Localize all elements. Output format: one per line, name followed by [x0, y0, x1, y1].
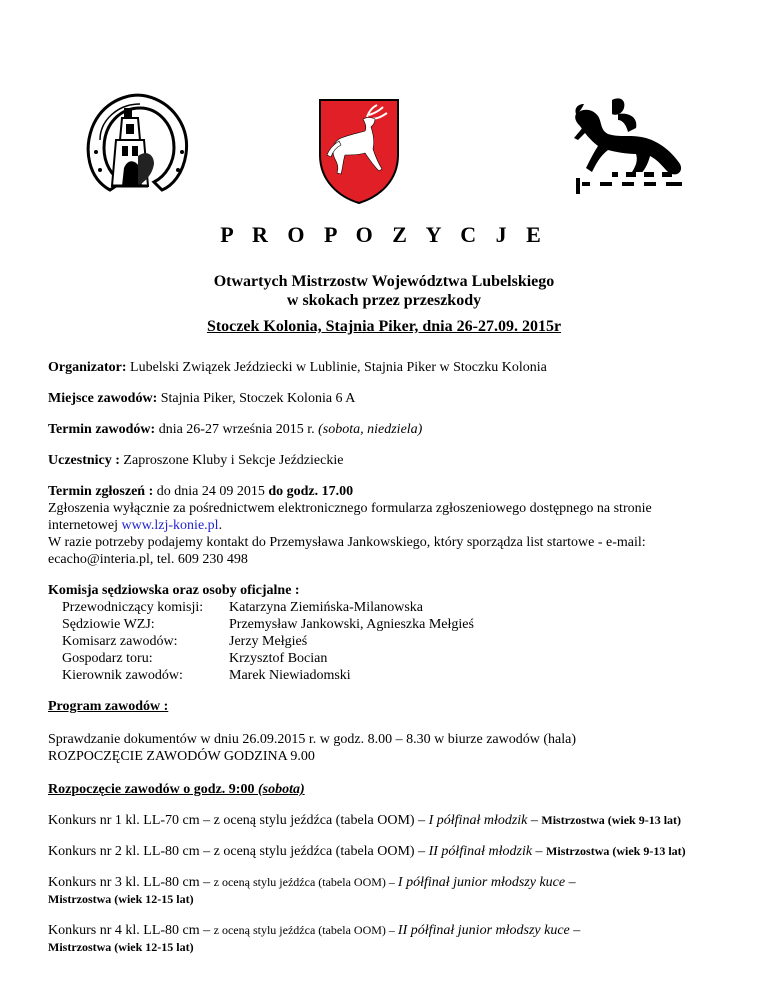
- competition-item: [48, 843, 720, 860]
- competition-champ: Mistrzostwa (wiek 12-15 lat): [48, 892, 194, 906]
- participants-line: [48, 452, 720, 469]
- organizer-value: Lubelski Związek Jeździecki w Lublinie, Stajnia Piker w Stoczku Kolonia: [126, 360, 547, 375]
- competition-style: z oceną stylu jeźdźca (tabela OOM) –: [213, 875, 398, 889]
- registration-value: do dnia 24 09 2015: [153, 484, 269, 499]
- dates-label: Termin zawodów:: [48, 422, 156, 437]
- official-name: Jerzy Mełgieś: [229, 634, 308, 649]
- officials-heading: Komisja sędziowska oraz osoby oficjalne :: [48, 583, 300, 598]
- organizer-label: Organizator:: [48, 360, 127, 375]
- start-label: Rozpoczęcie zawodów o godz. 9:00: [48, 782, 258, 797]
- start-heading: [48, 781, 720, 798]
- registration-line: [48, 483, 720, 500]
- event-place-date: Stoczek Kolonia, Stajnia Piker, dnia 26-27.09. 2015r: [206, 318, 562, 335]
- competition-sep: –: [565, 875, 576, 890]
- venue-label: Miejsce zawodów:: [48, 391, 158, 406]
- competition-item: [48, 922, 720, 956]
- registration-label: Termin zgłoszeń :: [48, 484, 154, 499]
- competition-sep: –: [527, 813, 542, 828]
- show-jumping-horse-logo: [572, 94, 688, 194]
- venue-line: [48, 390, 720, 407]
- registration-info: [48, 500, 720, 534]
- program-heading: [48, 698, 720, 715]
- event-name-line2: w skokach przez przeszkody: [286, 292, 482, 309]
- horseshoe-tower-logo: [82, 90, 194, 198]
- competition-item: [48, 812, 720, 829]
- competition-style: z oceną stylu jeźdźca (tabela OOM) –: [213, 923, 398, 937]
- registration-deadline: do godz. 17.00: [268, 484, 354, 499]
- competition-champ: Mistrzostwa (wiek 9-13 lat): [541, 813, 682, 827]
- official-role: Przewodniczący komisji:: [62, 600, 204, 615]
- program-documents-check: Sprawdzanie dokumentów w dniu 26.09.2015 r. w godz. 8.00 – 8.30 w biurze zawodów (hala): [48, 732, 577, 747]
- competition-final: II półfinał junior młodszy kuce: [397, 923, 570, 938]
- registration-info-end: .: [218, 518, 223, 533]
- competition-final: I półfinał młodzik: [428, 813, 528, 828]
- participants-label: Uczestnicy :: [48, 453, 120, 468]
- competition-main: Konkurs nr 3 kl. LL-80 cm –: [48, 875, 214, 890]
- official-name: Marek Niewiadomski: [229, 668, 351, 683]
- dates-value: dnia 26-27 września 2015 r.: [155, 422, 319, 437]
- competition-champ: Mistrzostwa (wiek 9-13 lat): [546, 844, 686, 858]
- participants-value: Zaproszone Kluby i Sekcje Jeździeckie: [119, 453, 344, 468]
- officials-row: [62, 650, 474, 667]
- lzj-website-link[interactable]: www.lzj-konie.pl: [121, 518, 219, 533]
- competition-final: I półfinał junior młodszy kuce: [397, 875, 566, 890]
- competition-item: [48, 874, 720, 908]
- officials-row: [62, 633, 474, 650]
- organizer-line: [48, 359, 720, 376]
- program-start-time: ROZPOCZĘCIE ZAWODÓW GODZINA 9.00: [48, 749, 315, 764]
- venue-value: Stajnia Piker, Stoczek Kolonia 6 A: [157, 391, 356, 406]
- competition-main: Konkurs nr 1 kl. LL-70 cm – z oceną stylu jeźdźca (tabela OOM) –: [48, 813, 429, 828]
- competition-main: Konkurs nr 4 kl. LL-80 cm –: [48, 923, 214, 938]
- competition-sep: –: [569, 923, 581, 938]
- official-name: Przemysław Jankowski, Agnieszka Mełgieś: [229, 617, 474, 632]
- registration-contact: W razie potrzeby podajemy kontakt do Przemysława Jankowskiego, który sporządza list startowe - e-mail: ecacho@interia.pl, tel. 609 230 498: [48, 535, 646, 567]
- officials-table: [62, 599, 474, 684]
- official-name: Katarzyna Ziemińska-Milanowska: [229, 600, 423, 615]
- officials-row: [62, 599, 474, 616]
- competition-sep: –: [532, 844, 547, 859]
- official-name: Krzysztof Bocian: [229, 651, 328, 666]
- document-title: P R O P O Z Y C J E: [220, 222, 548, 247]
- dates-line: [48, 421, 720, 438]
- event-name: [0, 272, 768, 310]
- official-role: Sędziowie WZJ:: [62, 617, 155, 632]
- official-role: Gospodarz toru:: [62, 651, 153, 666]
- event-name-line1: Otwartych Mistrzostw Województwa Lubelskiego: [213, 273, 555, 290]
- dates-note: (sobota, niedziela): [318, 422, 423, 437]
- competition-final: II półfinał młodzik: [428, 844, 533, 859]
- competition-champ: Mistrzostwa (wiek 12-15 lat): [48, 940, 194, 954]
- program-heading-text: Program zawodów :: [48, 699, 169, 714]
- official-role: Kierownik zawodów:: [62, 668, 183, 683]
- officials-row: [62, 667, 474, 684]
- lubelskie-coat-of-arms: [317, 97, 401, 205]
- document-body: [48, 359, 720, 956]
- officials-row: [62, 616, 474, 633]
- registration-info-text: Zgłoszenia wyłącznie za pośrednictwem elektronicznego formularza zgłoszeniowego dostępnego na stronie internetowej: [48, 501, 652, 533]
- start-day: (sobota): [257, 782, 305, 797]
- competition-main: Konkurs nr 2 kl. LL-80 cm – z oceną stylu jeźdźca (tabela OOM) –: [48, 844, 429, 859]
- official-role: Komisarz zawodów:: [62, 634, 178, 649]
